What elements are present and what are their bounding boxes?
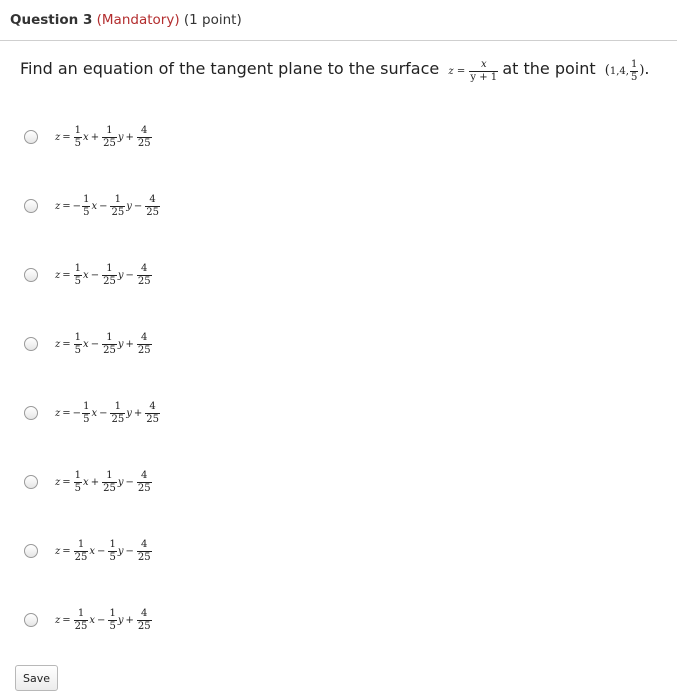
y-coefficient: $\frac{1}{5}$ <box>109 607 116 632</box>
sign: + <box>90 131 100 143</box>
mandatory-label: (Mandatory) <box>96 12 180 28</box>
sign: + <box>125 131 134 143</box>
radio-button[interactable] <box>24 199 38 213</box>
points-label: (1 point) <box>183 12 242 28</box>
question-prompt: Find an equation of the tangent plane to the surface z = $\frac{x}{y + 1}$ at the point (1,4, $\frac{1}{5}$ ). <box>20 59 650 83</box>
constant-term: $\frac{4}{25}$ <box>137 538 151 563</box>
radio-button[interactable] <box>24 613 38 627</box>
y-coefficient: $\frac{1}{25}$ <box>103 331 116 356</box>
sign: + <box>125 338 134 350</box>
answer-option[interactable] <box>24 328 153 360</box>
constant-term: $\frac{4}{25}$ <box>137 262 151 287</box>
prompt-text: Find an equation of the tangent plane to the surface <box>20 59 440 78</box>
x-coefficient: $\frac{1}{5}$ <box>83 193 90 218</box>
answer-option[interactable] <box>24 466 153 498</box>
surface-equation: z = $\frac{x}{y + 1}$ <box>448 59 498 83</box>
answer-option[interactable] <box>24 604 153 636</box>
point-coordinates: (1,4, $\frac{1}{5}$ ) <box>604 59 645 83</box>
sign: + <box>133 407 143 419</box>
constant-term: $\frac{4}{25}$ <box>137 124 151 149</box>
constant-term: $\frac{4}{25}$ <box>146 400 159 425</box>
sign: − <box>72 200 82 212</box>
connector-text: at the point <box>502 59 596 78</box>
x-coefficient: $\frac{1}{5}$ <box>74 331 82 356</box>
sign: + <box>90 476 100 488</box>
constant-term: $\frac{4}{25}$ <box>137 607 151 632</box>
constant-term: $\frac{4}{25}$ <box>146 193 159 218</box>
answer-option[interactable] <box>24 190 161 222</box>
y-coefficient: $\frac{1}{25}$ <box>103 262 116 287</box>
radio-button[interactable] <box>24 544 38 558</box>
radio-button[interactable] <box>24 268 38 282</box>
radio-button[interactable] <box>24 130 38 144</box>
point-fraction: $\frac{1}{5}$ <box>630 59 638 83</box>
answer-option[interactable] <box>24 121 153 153</box>
y-coefficient: $\frac{1}{25}$ <box>103 124 116 149</box>
option-equation: z = $\frac{1}{5}$ x + $\frac{1}{25}$ y + $\frac{4}{25}$ <box>55 124 151 149</box>
header-divider <box>0 40 677 41</box>
sign: − <box>125 269 134 281</box>
constant-term: $\frac{4}{25}$ <box>137 331 151 356</box>
option-equation: z = − $\frac{1}{5}$ x − $\frac{1}{25}$ y − $\frac{4}{25}$ <box>55 193 159 218</box>
option-equation: z = $\frac{1}{5}$ x − $\frac{1}{25}$ y + $\frac{4}{25}$ <box>55 331 151 356</box>
radio-button[interactable] <box>24 406 38 420</box>
x-coefficient: $\frac{1}{25}$ <box>74 607 88 632</box>
answer-option[interactable] <box>24 397 161 429</box>
radio-button[interactable] <box>24 475 38 489</box>
sign: − <box>125 545 134 557</box>
sign: − <box>97 614 106 626</box>
answer-option[interactable] <box>24 259 153 291</box>
question-header <box>0 0 677 40</box>
x-coefficient: $\frac{1}{5}$ <box>83 400 90 425</box>
x-coefficient: $\frac{1}{5}$ <box>74 469 82 494</box>
option-equation: z = $\frac{1}{5}$ x − $\frac{1}{25}$ y − $\frac{4}{25}$ <box>55 262 151 287</box>
question-number: Question 3 <box>10 12 93 28</box>
sign: − <box>90 269 100 281</box>
constant-term: $\frac{4}{25}$ <box>137 469 151 494</box>
y-coefficient: $\frac{1}{25}$ <box>111 400 125 425</box>
x-coefficient: $\frac{1}{5}$ <box>74 124 82 149</box>
y-coefficient: $\frac{1}{25}$ <box>103 469 116 494</box>
option-equation: z = − $\frac{1}{5}$ x − $\frac{1}{25}$ y + $\frac{4}{25}$ <box>55 400 159 425</box>
option-equation: z = $\frac{1}{25}$ x − $\frac{1}{5}$ y + $\frac{4}{25}$ <box>55 607 151 632</box>
sign: − <box>125 476 134 488</box>
sign: + <box>125 614 134 626</box>
x-coefficient: $\frac{1}{25}$ <box>74 538 88 563</box>
y-coefficient: $\frac{1}{25}$ <box>111 193 125 218</box>
option-equation: z = $\frac{1}{5}$ x + $\frac{1}{25}$ y − $\frac{4}{25}$ <box>55 469 151 494</box>
sign: − <box>99 407 108 419</box>
sign: − <box>97 545 106 557</box>
answer-option[interactable] <box>24 535 153 567</box>
surface-fraction: $\frac{x}{y + 1}$ <box>470 59 498 83</box>
sign: − <box>72 407 82 419</box>
option-equation: z = $\frac{1}{25}$ x − $\frac{1}{5}$ y − $\frac{4}{25}$ <box>55 538 151 563</box>
sign: − <box>90 338 100 350</box>
radio-button[interactable] <box>24 337 38 351</box>
x-coefficient: $\frac{1}{5}$ <box>74 262 82 287</box>
save-button[interactable]: Save <box>15 665 58 691</box>
sign: − <box>99 200 108 212</box>
y-coefficient: $\frac{1}{5}$ <box>109 538 116 563</box>
sign: − <box>133 200 143 212</box>
